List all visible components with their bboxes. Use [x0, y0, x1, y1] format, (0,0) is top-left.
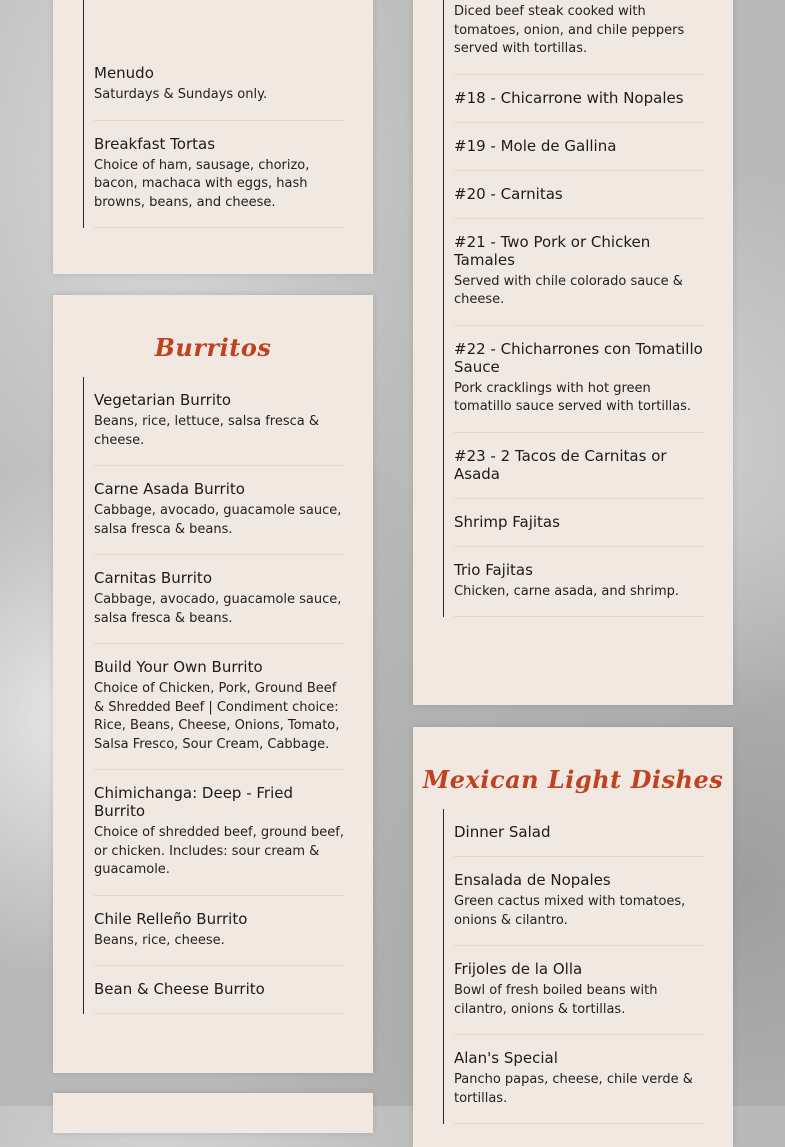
menu-item-description: Choice of Chicken, Pork, Ground Beef & Shredded Beef | Condiment choice: Rice, Beans, Cheese, Onions, Tomato, Salsa Fresco, Sour Cream, Cabbage. [94, 681, 340, 752]
menu-item-description: Choice of shredded beef, ground beef, or chicken. Includes: sour cream & guacamole. [94, 825, 344, 877]
menu-item [454, 499, 704, 547]
menu-item [454, 547, 704, 618]
list-spacer [94, 0, 344, 50]
menu-item-name: Breakfast Tortas [94, 134, 216, 153]
menu-item-description: Served with chile colorado sauce & cheese. [454, 273, 683, 307]
menu-item-description: Chicken, carne asada, and shrimp. [454, 583, 680, 599]
menu-item [454, 857, 704, 946]
menu-item [454, 1035, 704, 1124]
menu-item-name: #19 - Mole de Gallina [454, 136, 617, 155]
menu-item [454, 433, 704, 499]
menu-item-description: Pork cracklings with hot green tomatillo sauce served with tortillas. [454, 380, 692, 414]
menu-item-name: #18 - Chicarrone with Nopales [454, 88, 684, 107]
menu-item-name: Frijoles de la Olla [454, 960, 583, 978]
menu-item [454, 123, 704, 171]
menu-item-description: Diced beef steak cooked with tomatoes, onion, and chile peppers served with tortillas. [454, 4, 685, 56]
menu-item [454, 809, 704, 857]
burritos-card [53, 295, 373, 1073]
section-title: Burritos [154, 333, 272, 362]
menu-item-name: #21 - Two Pork or Chicken Tamales [454, 232, 651, 269]
menu-item-description: Green cactus mixed with tomatoes, onions & cilantro. [454, 894, 686, 928]
menu-item [454, 171, 704, 219]
menu-item [94, 377, 344, 466]
menu-item-name: Build Your Own Burrito [94, 658, 263, 676]
menu-item-name: Chimichanga: Deep - Fried Burrito [94, 784, 294, 820]
menu-item [94, 50, 344, 121]
menu-item [454, 219, 704, 326]
menu-item-name: Ensalada de Nopales [454, 871, 611, 889]
menu-item-description: Saturdays & Sundays only. [94, 87, 268, 102]
menu-item-name: Alan's Special [454, 1049, 558, 1067]
menu-item-name: Vegetarian Burrito [94, 391, 232, 409]
breakfast-card [53, 0, 373, 274]
menu-list [83, 377, 344, 1014]
menu-item [454, 75, 704, 123]
menu-item [454, 946, 704, 1035]
next-section-card [53, 1093, 373, 1133]
menu-item [94, 644, 344, 770]
menu-item-name: Bean & Cheese Burrito [94, 980, 265, 998]
menu-item-description: Beans, rice, lettuce, salsa fresca & cheese. [94, 414, 319, 448]
menu-item-description: Bowl of fresh boiled beans with cilantro, onions & tortillas. [454, 983, 658, 1017]
menu-item-name: #23 - 2 Tacos de Carnitas or Asada [454, 446, 667, 483]
menu-item-name: Chile Relleño Burrito [94, 909, 248, 928]
menu-item-description: Cabbage, avocado, guacamole sauce, salsa fresca & beans. [94, 503, 342, 537]
menu-item-name: Dinner Salad [454, 823, 551, 841]
menu-item-description: Pancho papas, cheese, chile verde & tortillas. [454, 1072, 693, 1106]
menu-item-name: Carne Asada Burrito [94, 480, 245, 498]
menu-item-name: Trio Fajitas [454, 560, 533, 579]
dinners-card [413, 0, 733, 705]
menu-item-name: Carnitas Burrito [94, 569, 212, 587]
menu-item [94, 121, 344, 229]
menu-item-description: Cabbage, avocado, guacamole sauce, salsa fresca & beans. [94, 592, 342, 626]
menu-item-description: Beans, rice, cheese. [94, 932, 225, 948]
menu-item-description: Choice of ham, sausage, chorizo, bacon, machaca with eggs, hash browns, beans, and cheese. [94, 157, 310, 210]
menu-item [94, 466, 344, 555]
menu-item [94, 896, 344, 967]
menu-item [94, 966, 344, 1014]
menu-list [443, 809, 704, 1124]
menu-list [443, 0, 704, 617]
menu-item [454, 0, 704, 75]
light-dishes-card [413, 727, 733, 1147]
menu-list [83, 0, 344, 228]
section-title: Mexican Light Dishes [422, 765, 724, 794]
menu-item-name: #22 - Chicharrones con Tomatillo Sauce [454, 339, 703, 376]
menu-item-name: #20 - Carnitas [454, 184, 563, 203]
menu-item [94, 555, 344, 644]
menu-item [454, 326, 704, 433]
menu-item-name: Shrimp Fajitas [454, 512, 560, 531]
menu-item [94, 770, 344, 896]
menu-item-name: Menudo [94, 64, 154, 82]
